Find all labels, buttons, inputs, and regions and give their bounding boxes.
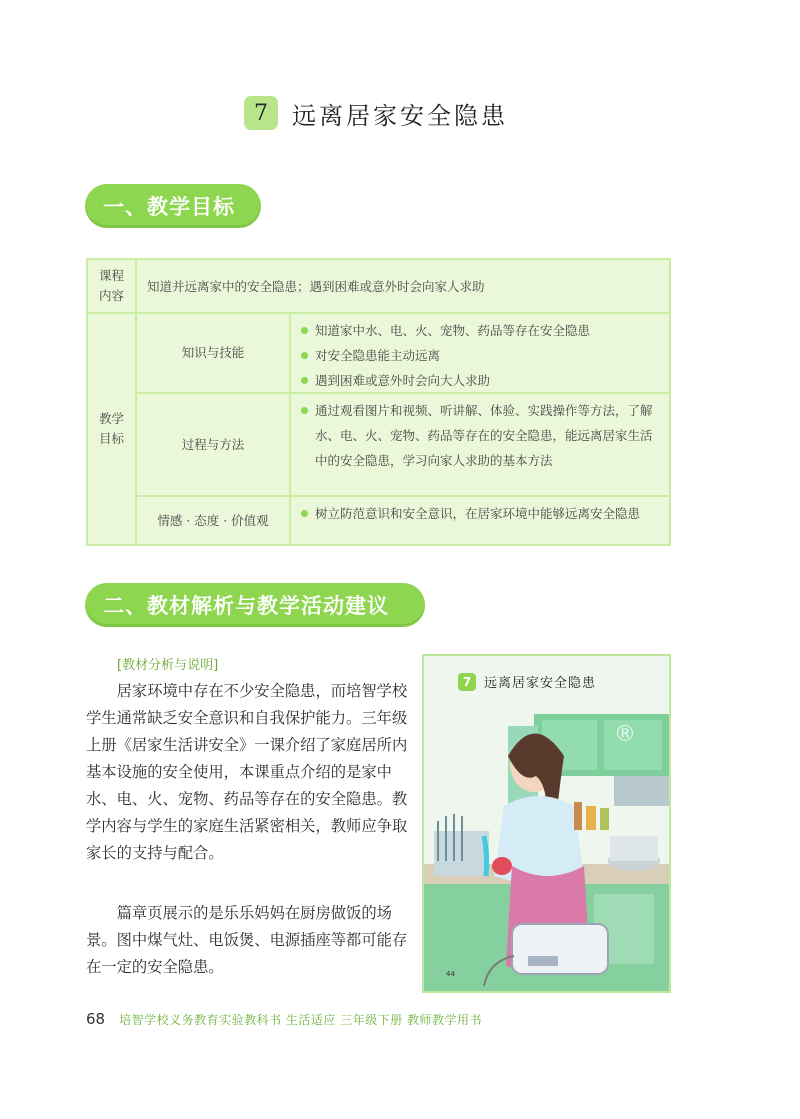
label-line: 内容 <box>98 288 124 303</box>
analysis-paragraph-2: 篇章页展示的是乐乐妈妈在厨房做饭的场景。图中煤气灶、电饭煲、电源插座等都可能存在一定的安全隐患。 <box>86 904 408 976</box>
list-item: 知道家中水、电、火、宠物、药品等存在安全隐患 <box>301 318 659 343</box>
table-row-attitude-values <box>137 497 669 544</box>
analysis-subheading: [教材分析与说明] <box>117 658 219 673</box>
chapter-illustration <box>422 654 671 993</box>
dimension-label: 知识与技能 <box>137 314 291 392</box>
list-item: 树立防范意识和安全意识，在居家环境中能够远离安全隐患 <box>301 501 659 526</box>
dimension-points <box>291 394 669 495</box>
section-heading-teaching-goals: 一、教学目标 <box>85 184 261 228</box>
illustration-title <box>458 672 596 691</box>
dimension-points <box>291 314 669 392</box>
dimension-label: 过程与方法 <box>137 394 291 495</box>
label-line: 教学 <box>98 411 124 426</box>
list-item: 对安全隐患能主动远离 <box>301 343 659 368</box>
page-title: 远离居家安全隐患 <box>292 101 508 130</box>
dimension-points <box>291 497 669 544</box>
course-content-text: 知道并远离家中的安全隐患；遇到困难或意外时会向家人求助 <box>147 279 485 294</box>
illustration-title-text: 远离居家安全隐患 <box>484 676 597 691</box>
table-row-course-content <box>88 260 669 314</box>
section-heading-material-analysis: 二、教材解析与教学活动建议 <box>85 583 425 627</box>
page-footer <box>86 1010 482 1028</box>
illustration-page-mark: 44 <box>446 970 455 978</box>
list-item: 遇到困难或意外时会向大人求助 <box>301 368 659 393</box>
teaching-goal-label <box>88 314 137 544</box>
analysis-paragraph-1: 居家环境中存在不少安全隐患，而培智学校学生通常缺乏安全意识和自我保护能力。三年级上册《居家生活讲安全》一课介绍了家庭居所内基本设施的安全使用，本课重点介绍的是家中水、电、火、宠物、药品等存在的安全隐患。教学内容与学生的家庭生活紧密相关，教师应争取家长的支持与配合。 <box>86 682 408 862</box>
page-number: 68 <box>86 1010 106 1028</box>
teaching-goals-table <box>86 258 671 546</box>
illustration-number-badge: 7 <box>458 673 476 691</box>
label-line: 课程 <box>98 268 124 283</box>
table-row-knowledge-skills <box>137 314 669 394</box>
dimension-label: 情感 · 态度 · 价值观 <box>137 497 291 544</box>
lesson-title-bar <box>244 93 508 133</box>
book-title: 培智学校义务教育实验教科书 生活适应 三年级下册 教师教学用书 <box>119 1013 483 1027</box>
label-line: 目标 <box>98 431 124 446</box>
kitchen-scene-illustration <box>424 656 669 991</box>
registered-mark: ® <box>614 722 636 747</box>
table-row-process-methods <box>137 394 669 497</box>
lesson-number-badge: 7 <box>244 96 278 130</box>
course-content-label <box>88 260 137 312</box>
list-item: 通过观看图片和视频、听讲解、体验、实践操作等方法，了解水、电、火、宠物、药品等存在的安全隐患，能远离居家生活中的安全隐患，学习向家人求助的基本方法 <box>301 398 659 473</box>
